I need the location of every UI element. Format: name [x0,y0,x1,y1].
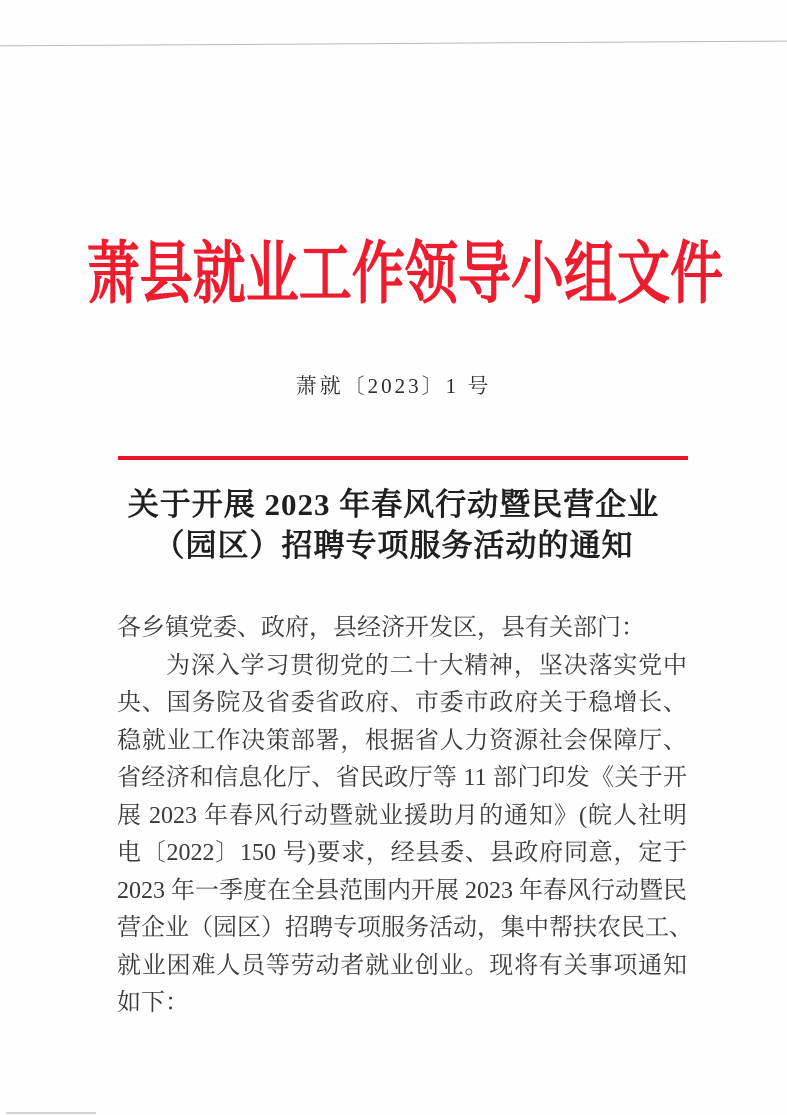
document-title [0,484,787,566]
document-title-line1: 关于开展 2023 年春风行动暨民营企业 [127,487,660,522]
body-line-closing: 如下： [117,990,189,1016]
red-header-org-title: 萧县就业工作领导小组文件 [86,236,724,312]
body-line: 就业困难人员等劳动者就业创业。现将有关事项通知 [117,952,687,979]
red-divider-rule [118,456,688,460]
scan-artifact-smudge [6,1112,96,1114]
document-title-line2: （园区）招聘专项服务活动的通知 [153,528,634,563]
body-line: 为深入学习贯彻党的二十大精神，坚决落实党中 [166,652,687,679]
body-line: 营企业（园区）招聘专项服务活动，集中帮扶农民工、 [117,915,693,941]
document-body [117,610,693,1023]
body-line: 2023 年一季度在全县范围内开展 2023 年春风行动暨民 [117,877,687,904]
body-line: 稳就业工作决策部署，根据省人力资源社会保障厅、 [117,727,687,754]
body-line: 央、国务院及省委省政府、市委市政府关于稳增长、 [117,690,687,716]
document-number: 萧就〔2023〕1 号 [295,374,492,398]
body-line: 省经济和信息化厅、省民政厅等 11 部门印发《关于开 [117,765,687,791]
scan-artifact-line [0,41,787,47]
body-line: 电〔2022〕150 号)要求，经县委、县政府同意，定于 [117,840,687,866]
body-line-salutation: 各乡镇党委、政府，县经济开发区，县有关部门： [117,615,645,641]
body-line: 展 2023 年春风行动暨就业援助月的通知》(皖人社明 [117,802,687,829]
